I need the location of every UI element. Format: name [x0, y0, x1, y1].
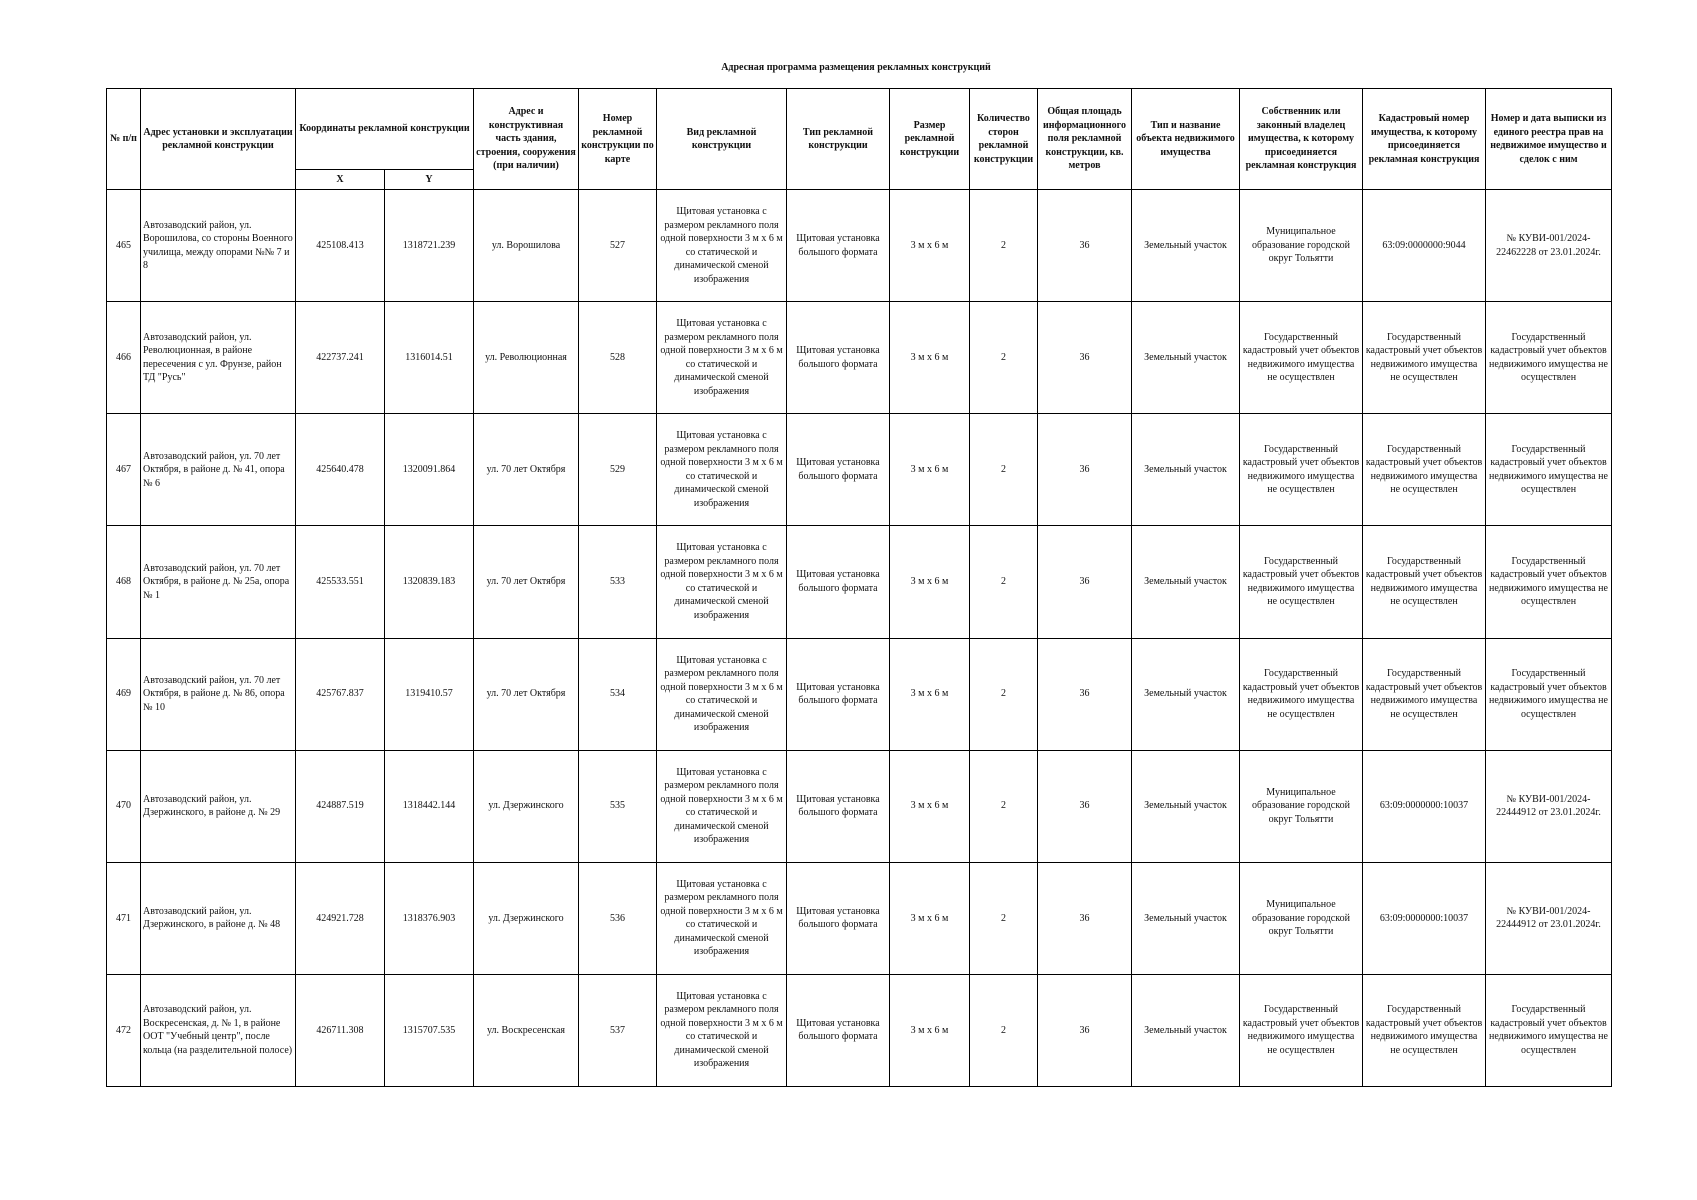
header-area: Общая площадь информационного поля рекламной конструкции, кв. метров	[1038, 89, 1132, 190]
cell-building: ул. 70 лет Октября	[474, 638, 579, 750]
table-row	[107, 414, 1612, 526]
cell-size: 3 м х 6 м	[890, 862, 970, 974]
cell-owner: Государственный кадастровый учет объектов недвижимого имущества не осуществлен	[1240, 526, 1363, 638]
cell-kind: Щитовая установка с размером рекламного поля одной поверхности 3 м х 6 м со статической и динамической сменой изображения	[657, 526, 787, 638]
cell-object: Земельный участок	[1132, 414, 1240, 526]
cell-extract: № КУВИ-001/2024-22444912 от 23.01.2024г.	[1486, 750, 1612, 862]
cell-num: 471	[107, 862, 141, 974]
cell-building: ул. Революционная	[474, 302, 579, 414]
header-type: Тип рекламной конструкции	[787, 89, 890, 190]
cell-building: ул. Воскресенская	[474, 974, 579, 1086]
cell-num: 470	[107, 750, 141, 862]
cell-size: 3 м х 6 м	[890, 526, 970, 638]
cell-x: 426711.308	[296, 974, 385, 1086]
cell-type: Щитовая установка большого формата	[787, 638, 890, 750]
cell-building: ул. 70 лет Октября	[474, 414, 579, 526]
cell-sides: 2	[970, 974, 1038, 1086]
header-extract: Номер и дата выписки из единого реестра прав на недвижимое имущество и сделок с ним	[1486, 89, 1612, 190]
cell-cadastral: Государственный кадастровый учет объектов недвижимого имущества не осуществлен	[1363, 638, 1486, 750]
cell-area: 36	[1038, 862, 1132, 974]
header-num: № п/п	[107, 89, 141, 190]
cell-map-no: 534	[579, 638, 657, 750]
cell-address: Автозаводский район, ул. Воскресенская, д. № 1, в районе ООТ "Учебный центр", после кольца (на разделительной полосе)	[141, 974, 296, 1086]
cell-extract: Государственный кадастровый учет объектов недвижимого имущества не осуществлен	[1486, 302, 1612, 414]
cell-y: 1318376.903	[385, 862, 474, 974]
cell-cadastral: Государственный кадастровый учет объектов недвижимого имущества не осуществлен	[1363, 302, 1486, 414]
cell-extract: Государственный кадастровый учет объектов недвижимого имущества не осуществлен	[1486, 526, 1612, 638]
header-y: Y	[385, 170, 474, 190]
cell-cadastral: Государственный кадастровый учет объектов недвижимого имущества не осуществлен	[1363, 526, 1486, 638]
cell-area: 36	[1038, 750, 1132, 862]
table-row	[107, 302, 1612, 414]
header-building: Адрес и конструктивная часть здания, строения, сооружения (при наличии)	[474, 89, 579, 190]
cell-cadastral: 63:09:0000000:10037	[1363, 862, 1486, 974]
cell-extract: Государственный кадастровый учет объектов недвижимого имущества не осуществлен	[1486, 638, 1612, 750]
cell-object: Земельный участок	[1132, 190, 1240, 302]
cell-kind: Щитовая установка с размером рекламного поля одной поверхности 3 м х 6 м со статической и динамической сменой изображения	[657, 974, 787, 1086]
header-map-no: Номер рекламной конструкции по карте	[579, 89, 657, 190]
cell-kind: Щитовая установка с размером рекламного поля одной поверхности 3 м х 6 м со статической и динамической сменой изображения	[657, 302, 787, 414]
cell-x: 425640.478	[296, 414, 385, 526]
cell-type: Щитовая установка большого формата	[787, 862, 890, 974]
cell-y: 1315707.535	[385, 974, 474, 1086]
table-row	[107, 190, 1612, 302]
cell-building: ул. Ворошилова	[474, 190, 579, 302]
cell-x: 424921.728	[296, 862, 385, 974]
cell-area: 36	[1038, 190, 1132, 302]
cell-size: 3 м х 6 м	[890, 638, 970, 750]
cell-x: 422737.241	[296, 302, 385, 414]
cell-size: 3 м х 6 м	[890, 302, 970, 414]
cell-address: Автозаводский район, ул. Революционная, в районе пересечения с ул. Фрунзе, район ТД "Русь"	[141, 302, 296, 414]
cell-type: Щитовая установка большого формата	[787, 750, 890, 862]
cell-owner: Муниципальное образование городской округ Тольятти	[1240, 190, 1363, 302]
cell-owner: Муниципальное образование городской округ Тольятти	[1240, 862, 1363, 974]
cell-sides: 2	[970, 526, 1038, 638]
cell-building: ул. 70 лет Октября	[474, 526, 579, 638]
cell-y: 1318721.239	[385, 190, 474, 302]
cell-y: 1316014.51	[385, 302, 474, 414]
cell-kind: Щитовая установка с размером рекламного поля одной поверхности 3 м х 6 м со статической и динамической сменой изображения	[657, 190, 787, 302]
table-row	[107, 862, 1612, 974]
cell-sides: 2	[970, 638, 1038, 750]
cell-extract: № КУВИ-001/2024-22462228 от 23.01.2024г.	[1486, 190, 1612, 302]
cell-y: 1318442.144	[385, 750, 474, 862]
cell-num: 468	[107, 526, 141, 638]
cell-area: 36	[1038, 638, 1132, 750]
page-title: Адресная программа размещения рекламных конструкций	[721, 62, 991, 73]
cell-address: Автозаводский район, ул. Дзержинского, в районе д. № 29	[141, 750, 296, 862]
cell-extract: Государственный кадастровый учет объектов недвижимого имущества не осуществлен	[1486, 974, 1612, 1086]
cell-object: Земельный участок	[1132, 302, 1240, 414]
table-row	[107, 638, 1612, 750]
header-sides: Количество сторон рекламной конструкции	[970, 89, 1038, 190]
header-owner: Собственник или законный владелец имущества, к которому присоединяется рекламная конструкция	[1240, 89, 1363, 190]
header-object: Тип и название объекта недвижимого имущества	[1132, 89, 1240, 190]
cell-map-no: 535	[579, 750, 657, 862]
cell-y: 1319410.57	[385, 638, 474, 750]
cell-object: Земельный участок	[1132, 526, 1240, 638]
cell-owner: Государственный кадастровый учет объектов недвижимого имущества не осуществлен	[1240, 638, 1363, 750]
cell-map-no: 536	[579, 862, 657, 974]
cell-size: 3 м х 6 м	[890, 190, 970, 302]
cell-kind: Щитовая установка с размером рекламного поля одной поверхности 3 м х 6 м со статической и динамической сменой изображения	[657, 638, 787, 750]
cell-address: Автозаводский район, ул. 70 лет Октября, в районе д. № 25а, опора № 1	[141, 526, 296, 638]
cell-kind: Щитовая установка с размером рекламного поля одной поверхности 3 м х 6 м со статической и динамической сменой изображения	[657, 862, 787, 974]
cell-num: 466	[107, 302, 141, 414]
cell-area: 36	[1038, 302, 1132, 414]
cell-address: Автозаводский район, ул. 70 лет Октября, в районе д. № 41, опора № 6	[141, 414, 296, 526]
cell-y: 1320839.183	[385, 526, 474, 638]
cell-num: 467	[107, 414, 141, 526]
cell-map-no: 537	[579, 974, 657, 1086]
cell-object: Земельный участок	[1132, 974, 1240, 1086]
cell-type: Щитовая установка большого формата	[787, 414, 890, 526]
cell-owner: Муниципальное образование городской округ Тольятти	[1240, 750, 1363, 862]
cell-num: 469	[107, 638, 141, 750]
cell-type: Щитовая установка большого формата	[787, 302, 890, 414]
cell-sides: 2	[970, 862, 1038, 974]
cell-owner: Государственный кадастровый учет объектов недвижимого имущества не осуществлен	[1240, 302, 1363, 414]
cell-x: 425108.413	[296, 190, 385, 302]
header-address: Адрес установки и эксплуатации рекламной конструкции	[141, 89, 296, 190]
cell-type: Щитовая установка большого формата	[787, 526, 890, 638]
table-row	[107, 750, 1612, 862]
cell-sides: 2	[970, 414, 1038, 526]
table-row	[107, 974, 1612, 1086]
cell-y: 1320091.864	[385, 414, 474, 526]
cell-cadastral: Государственный кадастровый учет объектов недвижимого имущества не осуществлен	[1363, 974, 1486, 1086]
cell-address: Автозаводский район, ул. 70 лет Октября, в районе д. № 86, опора № 10	[141, 638, 296, 750]
table-row	[107, 526, 1612, 638]
cell-extract: Государственный кадастровый учет объектов недвижимого имущества не осуществлен	[1486, 414, 1612, 526]
cell-x: 425767.837	[296, 638, 385, 750]
cell-x: 425533.551	[296, 526, 385, 638]
cell-address: Автозаводский район, ул. Дзержинского, в районе д. № 48	[141, 862, 296, 974]
cell-object: Земельный участок	[1132, 638, 1240, 750]
cell-sides: 2	[970, 302, 1038, 414]
cell-building: ул. Дзержинского	[474, 862, 579, 974]
cell-size: 3 м х 6 м	[890, 750, 970, 862]
cell-object: Земельный участок	[1132, 862, 1240, 974]
cell-area: 36	[1038, 414, 1132, 526]
header-coords: Координаты рекламной конструкции	[296, 89, 474, 170]
cell-owner: Государственный кадастровый учет объектов недвижимого имущества не осуществлен	[1240, 414, 1363, 526]
header-x: X	[296, 170, 385, 190]
cell-building: ул. Дзержинского	[474, 750, 579, 862]
cell-cadastral: 63:09:0000000:9044	[1363, 190, 1486, 302]
cell-size: 3 м х 6 м	[890, 414, 970, 526]
cell-object: Земельный участок	[1132, 750, 1240, 862]
cell-area: 36	[1038, 974, 1132, 1086]
address-program-table	[106, 88, 1612, 1087]
cell-map-no: 533	[579, 526, 657, 638]
cell-map-no: 527	[579, 190, 657, 302]
cell-area: 36	[1038, 526, 1132, 638]
cell-map-no: 529	[579, 414, 657, 526]
cell-cadastral: Государственный кадастровый учет объектов недвижимого имущества не осуществлен	[1363, 414, 1486, 526]
cell-type: Щитовая установка большого формата	[787, 190, 890, 302]
cell-extract: № КУВИ-001/2024-22444912 от 23.01.2024г.	[1486, 862, 1612, 974]
cell-kind: Щитовая установка с размером рекламного поля одной поверхности 3 м х 6 м со статической и динамической сменой изображения	[657, 750, 787, 862]
header-size: Размер рекламной конструкции	[890, 89, 970, 190]
cell-x: 424887.519	[296, 750, 385, 862]
cell-num: 472	[107, 974, 141, 1086]
header-kind: Вид рекламной конструкции	[657, 89, 787, 190]
header-cadastral: Кадастровый номер имущества, к которому присоединяется рекламная конструкция	[1363, 89, 1486, 190]
cell-map-no: 528	[579, 302, 657, 414]
cell-sides: 2	[970, 750, 1038, 862]
cell-num: 465	[107, 190, 141, 302]
cell-size: 3 м х 6 м	[890, 974, 970, 1086]
cell-kind: Щитовая установка с размером рекламного поля одной поверхности 3 м х 6 м со статической и динамической сменой изображения	[657, 414, 787, 526]
cell-owner: Государственный кадастровый учет объектов недвижимого имущества не осуществлен	[1240, 974, 1363, 1086]
cell-sides: 2	[970, 190, 1038, 302]
cell-cadastral: 63:09:0000000:10037	[1363, 750, 1486, 862]
cell-address: Автозаводский район, ул. Ворошилова, со стороны Военного училища, между опорами №№ 7 и 8	[141, 190, 296, 302]
cell-type: Щитовая установка большого формата	[787, 974, 890, 1086]
